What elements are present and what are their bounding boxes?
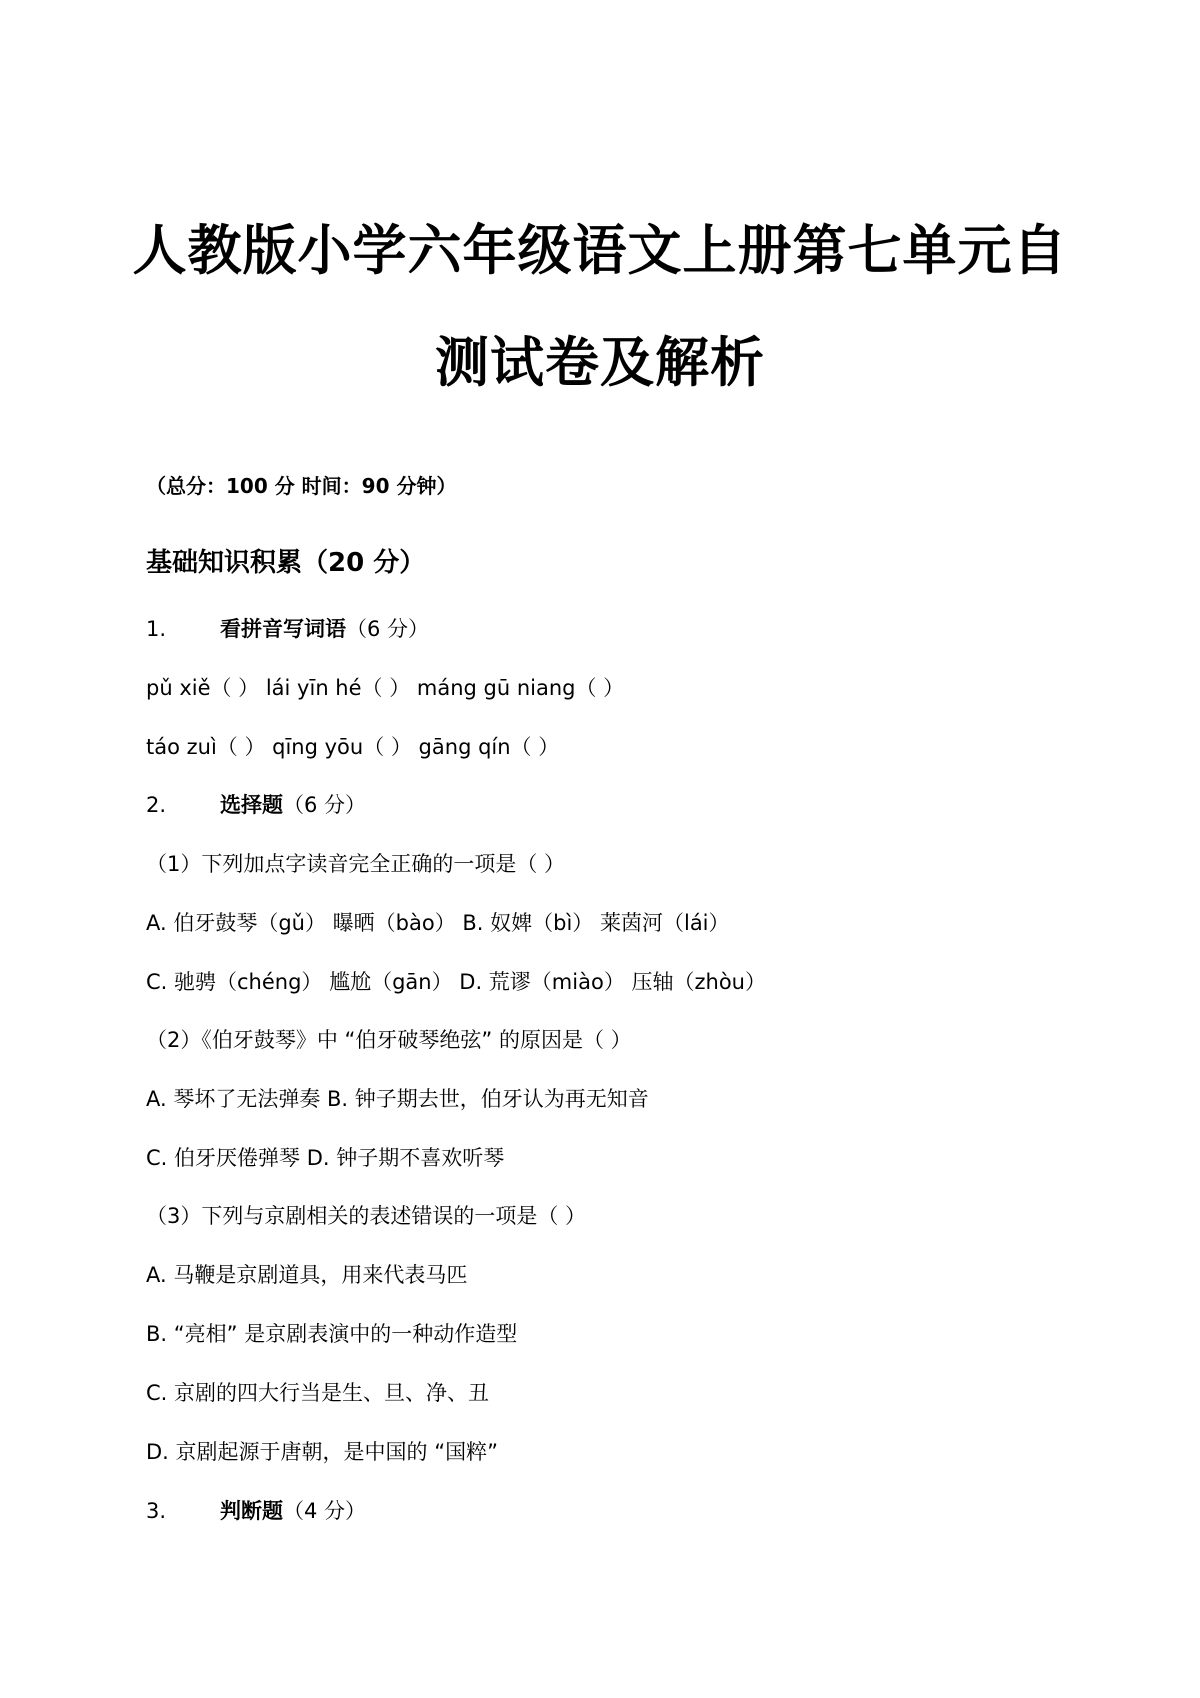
question-label: 判断题 <box>220 1499 283 1523</box>
pinyin-row-2: táo zuì（ ） qīng yōu（ ） gāng qín（ ） <box>146 735 560 759</box>
question-1-header <box>146 614 429 644</box>
pinyin-row-1: pǔ xiě（ ） lái yīn hé（ ） máng gū niang（ ） <box>146 676 625 700</box>
sub-question-3-option-d: D. 京剧起源于唐朝，是中国的 “国粹” <box>146 1440 498 1464</box>
question-number: 2. <box>146 793 167 817</box>
sub-question-3-option-b: B. “亮相” 是京剧表演中的一种动作造型 <box>146 1322 518 1346</box>
question-number: 3. <box>146 1499 167 1523</box>
question-2-header <box>146 790 366 820</box>
sub-question-2-options-cd: C. 伯牙厌倦弹琴 D. 钟子期不喜欢听琴 <box>146 1146 505 1170</box>
question-3-header <box>146 1496 366 1526</box>
sub-question-2: （2）《伯牙鼓琴》中 “伯牙破琴绝弦” 的原因是（ ） <box>146 1028 632 1052</box>
question-number: 1. <box>146 617 167 641</box>
sub-question-3: （3）下列与京剧相关的表述错误的一项是（ ） <box>146 1204 587 1228</box>
sub-question-3-option-c: C. 京剧的四大行当是生、旦、净、丑 <box>146 1381 490 1405</box>
question-score: （6 分） <box>283 793 367 817</box>
sub-question-2-options-ab: A. 琴坏了无法弹奏 B. 钟子期去世，伯牙认为再无知音 <box>146 1087 649 1111</box>
sub-question-1: （1）下列加点字读音完全正确的一项是（ ） <box>146 852 566 876</box>
exam-title-line-1: 人教版小学六年级语文上册第七单元自 <box>132 219 1068 282</box>
question-label: 看拼音写词语 <box>220 617 346 641</box>
sub-question-1-options-cd: C. 驰骋（chéng） 尴尬（gān） D. 荒谬（miào） 压轴（zhòu） <box>146 970 766 994</box>
section-heading: 基础知识积累（20 分） <box>146 548 426 578</box>
question-score: （4 分） <box>283 1499 367 1523</box>
sub-question-3-option-a: A. 马鞭是京剧道具，用来代表马匹 <box>146 1263 468 1287</box>
exam-meta: （总分：100 分 时间：90 分钟） <box>146 474 457 498</box>
sub-question-1-options-ab: A. 伯牙鼓琴（gǔ） 曝晒（bào） B. 奴婢（bì） 莱茵河（lái） <box>146 911 730 935</box>
exam-title-line-2: 测试卷及解析 <box>435 331 765 394</box>
question-score: （6 分） <box>346 617 430 641</box>
question-label: 选择题 <box>220 793 283 817</box>
